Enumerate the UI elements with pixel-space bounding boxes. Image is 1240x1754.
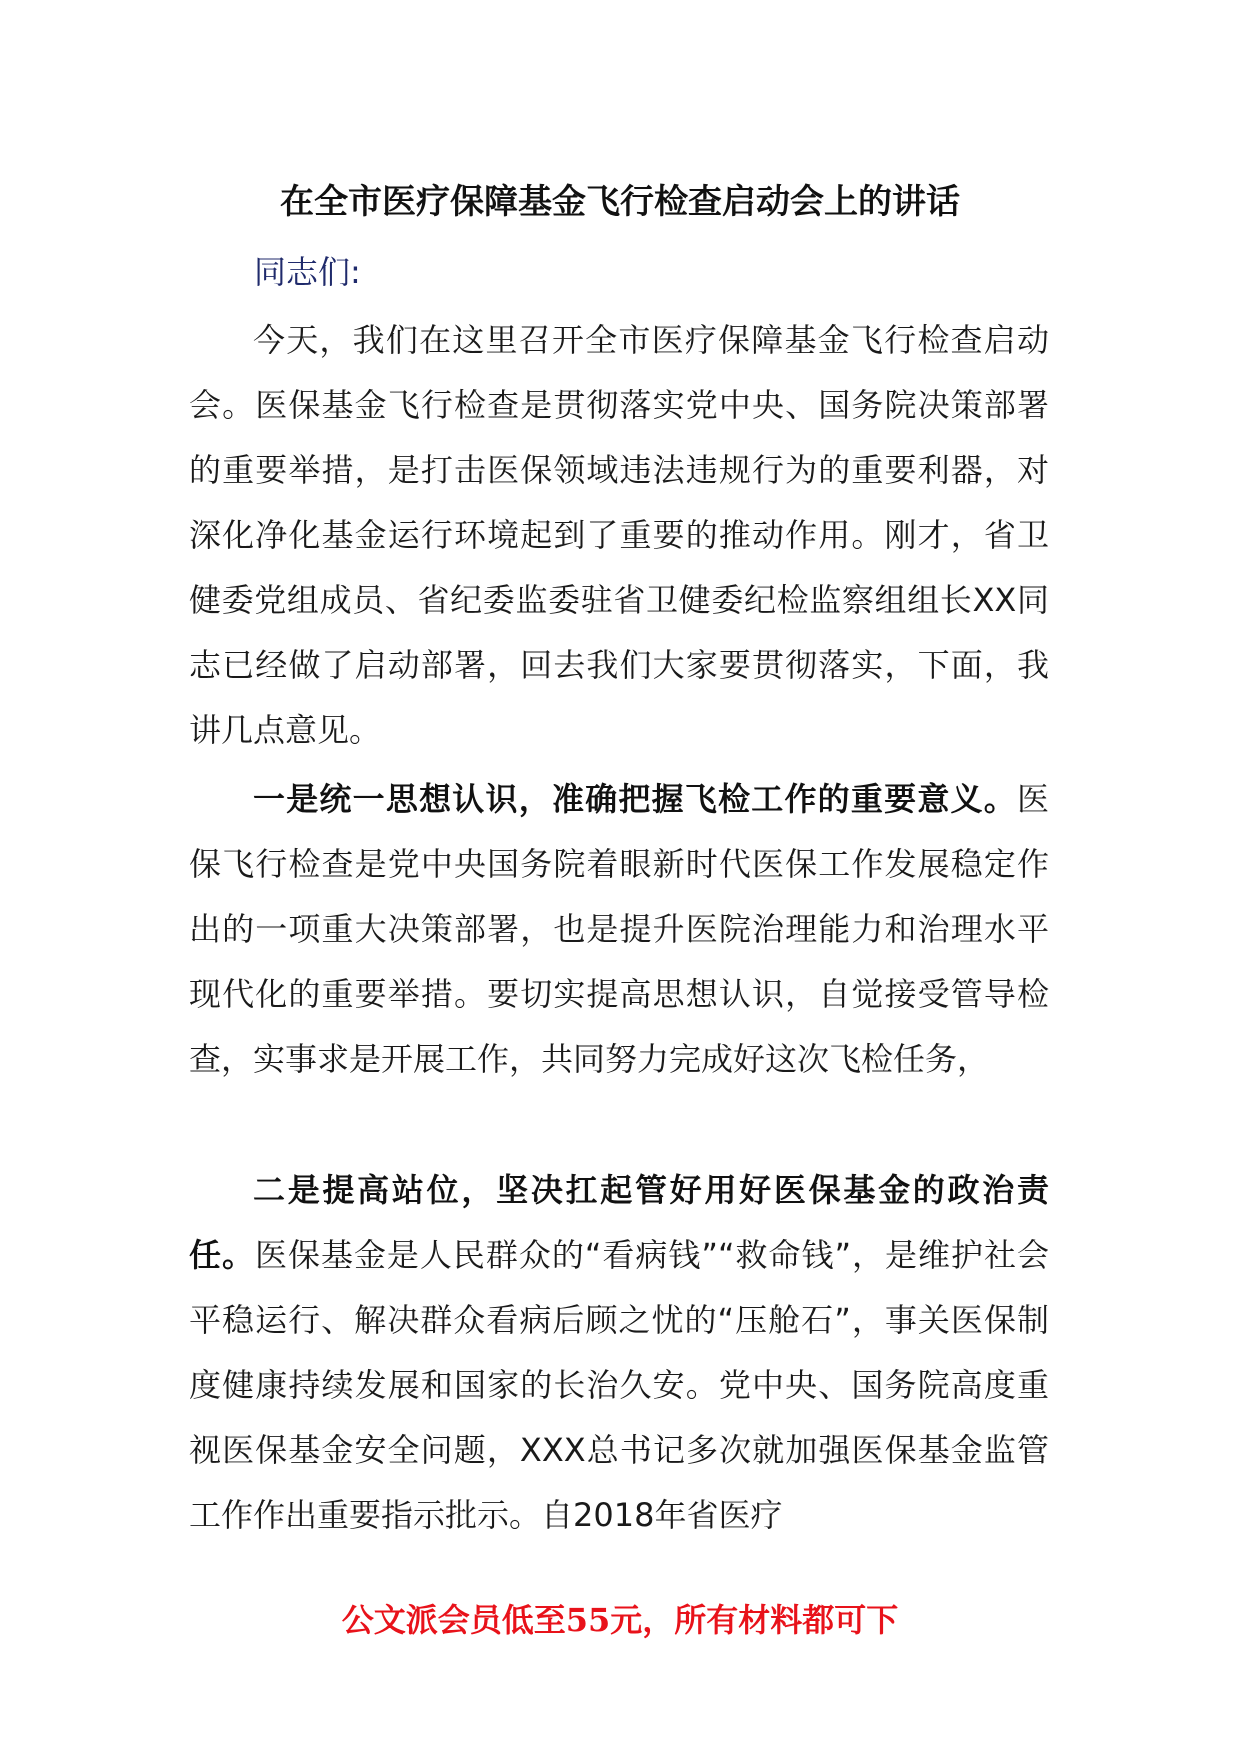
document-title: 在全市医疗保障基金飞行检查启动会上的讲话 [280,182,960,222]
promo-banner-text[interactable]: 公文派会员低至55元，所有材料都可下 [341,1601,899,1639]
paragraph-text: 今天，我们在这里召开全市医疗保障基金飞行检查启动会。医保基金飞行检查是贯彻落实党中央、国务院决策部署的重要举措，是打击医保领域违法违规行为的重要利器，对深化净化基金运行环境起到了重要的推动作用。刚才，省卫健委党组成员、省纪委监委驻省卫健委纪检监察组组长XX同志已经做了启动部署，回去我们大家要贯彻落实，下面，我讲几点意见。 [189,321,1049,749]
paragraph-point-two [189,1158,1049,1548]
paragraph-point-one [189,767,1049,1092]
paragraph-text: 医保基金是人民群众的“看病钱”“救命钱”，是维护社会平稳运行、解决群众看病后顾之忧的“压舱石”，事关医保制度健康持续发展和国家的长治久安。党中央、国务院高度重视医保基金安全问题，XXX总书记多次就加强医保基金监管工作作出重要指示批示。自2018年省医疗 [189,1236,1049,1534]
greeting: 同志们: [254,253,361,291]
paragraph-text: 医保飞行检查是党中央国务院着眼新时代医保工作发展稳定作出的一项重大决策部署，也是提升医院治理能力和治理水平现代化的重要举措。要切实提高思想认识，自觉接受管导检查，实事求是开展工作，共同努力完成好这次飞检任务， [189,780,1049,1078]
paragraph-heading: 二是提高站位，坚决扛起管好用好医保基金的政治责任。 [189,1171,1049,1274]
paragraph-heading: 一是统一思想认识，准确把握飞检工作的重要意义。 [253,780,1017,818]
paragraph-intro [189,308,1049,763]
